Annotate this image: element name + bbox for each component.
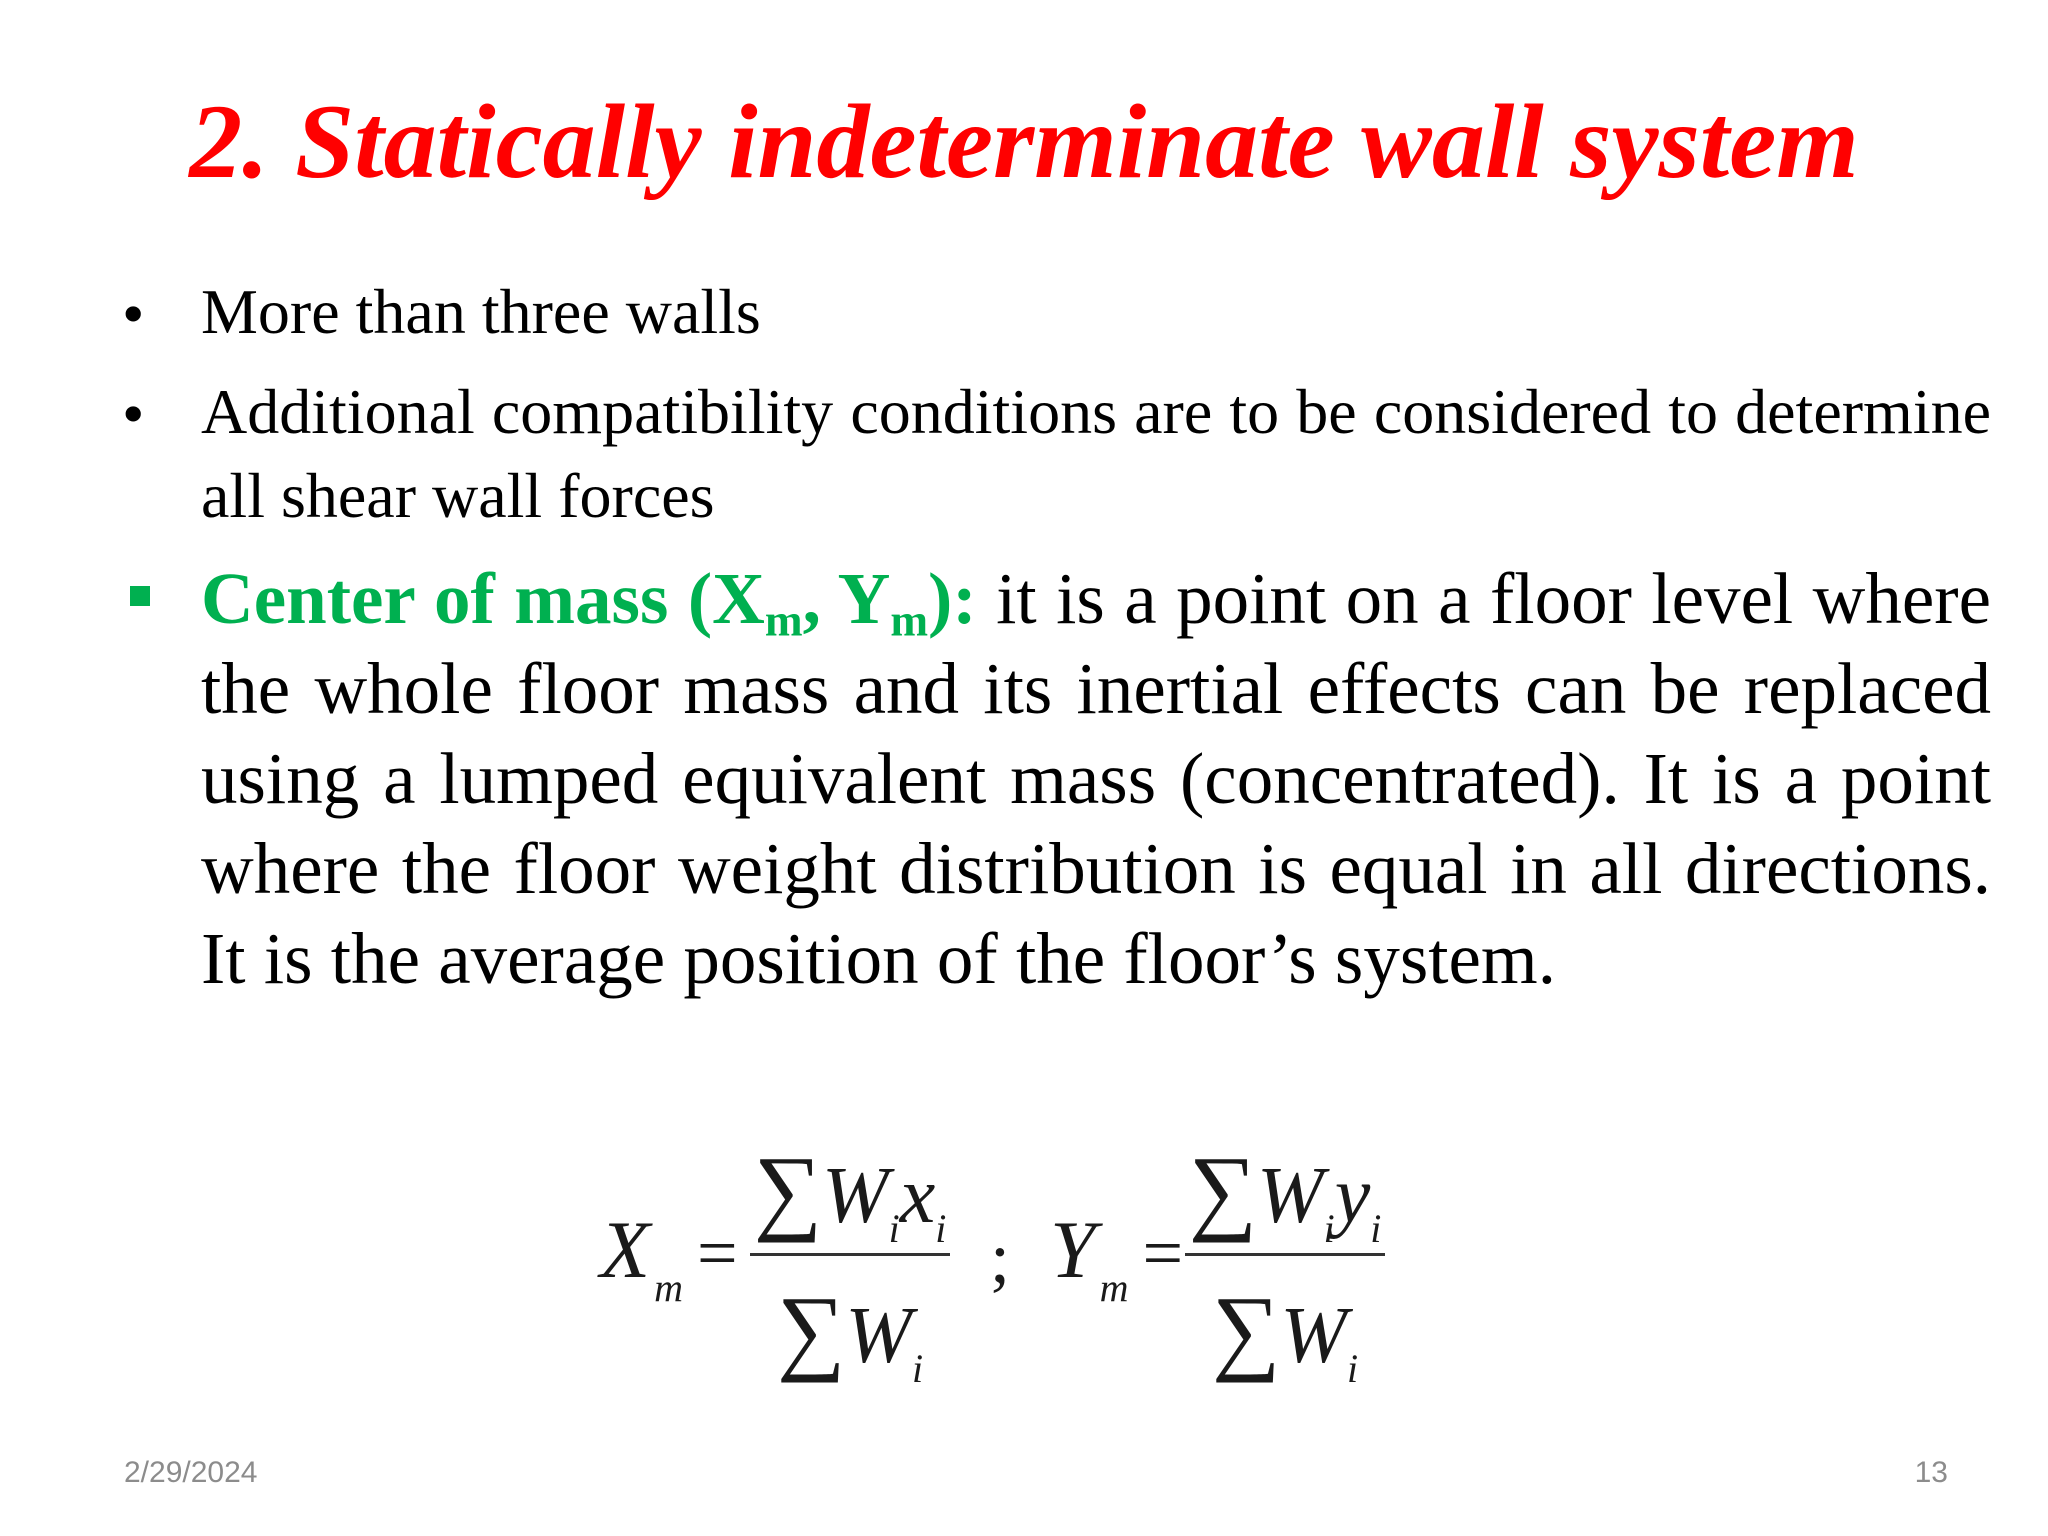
term-subscript: m [764, 595, 803, 646]
formula-symbol: x [899, 1152, 936, 1240]
formula-y-lhs [1050, 1205, 1183, 1309]
term-subscript: m [890, 595, 929, 646]
bullet-text: Additional compatibility conditions are to be considered to determine all shear wall forces [201, 376, 1991, 531]
formula-symbol: Y [1050, 1204, 1096, 1295]
formula-subscript: i [911, 1346, 924, 1391]
formula-y-fraction [1185, 1120, 1385, 1391]
fraction-bar [1185, 1253, 1385, 1256]
formula-subscript: m [1099, 1265, 1129, 1310]
formula-equals: = [696, 1213, 738, 1293]
formula-x-fraction [750, 1120, 950, 1391]
formula-symbol: W [822, 1152, 889, 1240]
formula-subscript: i [1370, 1206, 1382, 1251]
formula-subscript: i [1346, 1346, 1359, 1391]
center-of-mass-formula [600, 1120, 1400, 1391]
sigma-icon: ∑ [1211, 1276, 1281, 1383]
formula-subscript: m [654, 1265, 683, 1310]
formula-subscript: i [1323, 1206, 1335, 1251]
formula-equals: = [1142, 1213, 1184, 1293]
square-bullet-icon [130, 586, 150, 606]
formula-x-lhs [600, 1205, 738, 1309]
formula-symbol: y [1334, 1152, 1371, 1240]
sigma-icon: ∑ [753, 1136, 823, 1243]
sigma-icon: ∑ [776, 1276, 846, 1383]
formula-symbol: W [1257, 1152, 1324, 1240]
slide-title: 2. Statically indeterminate wall system [189, 83, 1859, 200]
formula-denominator [750, 1276, 950, 1399]
formula-denominator [1185, 1276, 1385, 1399]
term-part: , Y [802, 558, 891, 639]
formula-numerator [1185, 1136, 1385, 1259]
formula-subscript: i [888, 1206, 900, 1251]
definition-text [201, 554, 1991, 1004]
bullet-dot-icon: • [122, 278, 145, 349]
footer-page-number: 13 [1914, 1456, 1948, 1489]
bullet-dot-icon: • [122, 378, 145, 449]
formula-subscript: i [935, 1206, 947, 1251]
bullet-text: More than three walls [201, 276, 761, 347]
fraction-bar [750, 1253, 950, 1256]
formula-symbol: X [600, 1204, 651, 1295]
formula-numerator [750, 1136, 950, 1259]
formula-separator: ; [990, 1218, 1011, 1298]
term-part: ): [928, 558, 977, 639]
footer-date: 2/29/2024 [124, 1456, 258, 1489]
definition-body: it is a point on a floor level where the whole floor mass and its inertial effects can be replaced using a lumped equivalent mass (concentrated). It is a point where the floor weight distribution is equal in all directions. It is the average position of the floor’s system. [201, 558, 1992, 999]
formula-symbol: W [845, 1292, 912, 1380]
sigma-icon: ∑ [1188, 1136, 1258, 1243]
formula-symbol: W [1280, 1292, 1347, 1380]
definition-term [201, 558, 977, 646]
term-part: Center of mass (X [201, 558, 765, 639]
